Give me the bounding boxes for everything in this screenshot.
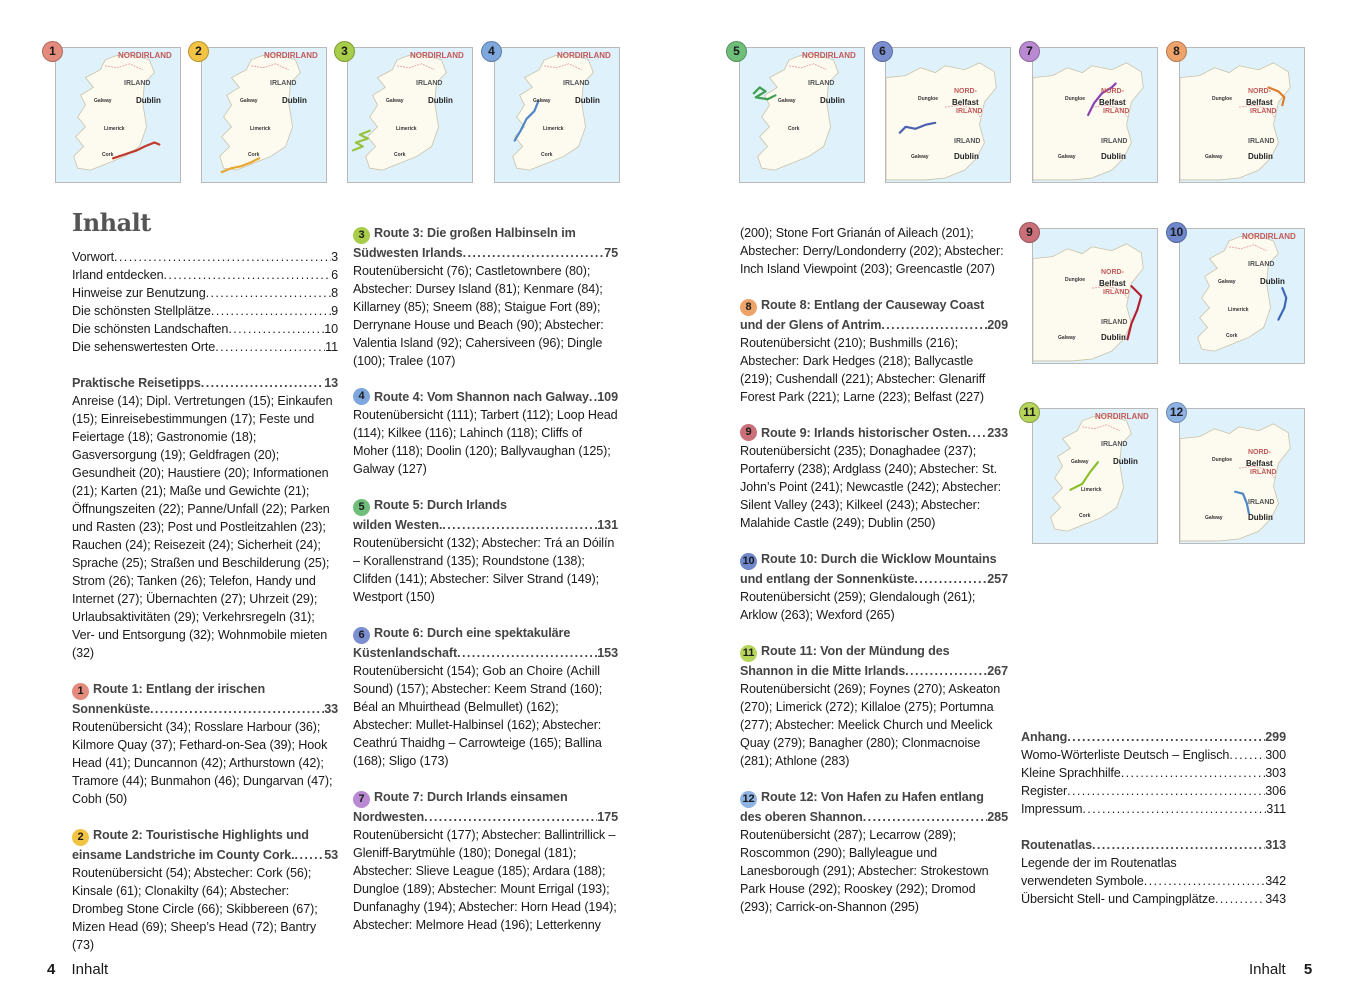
route-number-badge: 11 (740, 645, 757, 662)
map-label: Belfast (1099, 279, 1126, 288)
map-label: Dublin (1101, 333, 1126, 342)
map-label: IRLAND (563, 80, 590, 87)
map-label: Galway (533, 98, 551, 104)
map-label: Belfast (952, 98, 979, 107)
map-label: Belfast (1099, 98, 1126, 107)
map-label: Galway (386, 98, 404, 104)
toc-entry[interactable]: Vorwort ..... 3 (72, 248, 338, 266)
route-stops-text: Routenübersicht (54); Abstecher: Cork (56); Kinsale (61); Clonakilty (64); Abstecher: Drombeg Stone Circle (66); Skibbereen (67); Mizen Head (69); Sheep’s Head (72); Bantry (73) (72, 866, 318, 952)
route-stops-text: Routenübersicht (111); Tarbert (112); Loop Head (114); Kilkee (116); Lahinch (118); Cliffs of Moher (118); Doolin (120); Ballyvaughan (125); Galway (127) (353, 408, 618, 476)
route-heading-line2[interactable]: wilden Westen. ..... 131 (353, 516, 618, 534)
map-label: NORD- (1248, 88, 1271, 95)
map-number-badge-11: 11 (1019, 402, 1040, 423)
map-label: NORDIRLAND (1242, 232, 1296, 241)
map-label: IRLAND (416, 80, 443, 87)
map-label: IRLAND (270, 80, 297, 87)
route-heading-line2[interactable]: und entlang der Sonnenküste ..... 257 (740, 570, 1008, 588)
toc-tipps-text: Anreise (14); Dipl. Vertretungen (15); Einkaufen (15); Einreisebestimmungen (17); Feste und Feiertage (18); Gastronomie (18); Gasversorgung (19); Geldfragen (20); Gesundheit (20); Haustiere (20); Informationen (21); Karten (21); Maße und Gewichte (21); Öffnungszeiten (22); Panne/Unfall (22); Parken und Rasten (23); Post und Postleitzahlen (23); Rauchen (24); Reisezeit (24); Sicherheit (24); Sprache (25); Straßen und Beschilderung (25); Strom (26); Tanken (26); Telefon, Handy und Internet (27); Übernachten (27); Uhrzeit (29); Urlaubsaktivitäten (29); Verkehrsregeln (31); Ver- und Entsorgung (32); Wohnmobile mieten (32) (72, 394, 333, 660)
route-map-10 (1179, 228, 1305, 364)
ireland-map-shape (1033, 48, 1157, 182)
map-label: Dungloe (918, 96, 938, 102)
ireland-map-shape (1180, 409, 1304, 543)
map-label: IRLAND (1248, 138, 1275, 145)
toc-anhang-entry[interactable]: Kleine Sprachhilfe ..... 303 (1021, 764, 1286, 782)
route-map-7 (1032, 47, 1158, 183)
map-number-badge-8: 8 (1166, 41, 1187, 62)
map-label: Cork (102, 152, 114, 158)
map-label: IRLAND (1250, 469, 1277, 476)
map-number-badge-7: 7 (1019, 41, 1040, 62)
route-heading-line1[interactable]: 8 Route 8: Entlang der Causeway Coast (740, 296, 1008, 316)
map-label: Dublin (282, 96, 307, 105)
map-label: Limerick (1228, 307, 1249, 313)
toc-entry[interactable]: Irland entdecken ..... 6 (72, 266, 338, 284)
page-number-left: 4 (47, 961, 56, 978)
map-label: Cork (788, 126, 800, 132)
route-heading[interactable]: 4 Route 4: Vom Shannon nach Galway ..... 109 (353, 388, 618, 406)
route-number-badge: 6 (353, 627, 370, 644)
map-number-badge-3: 3 (334, 41, 355, 62)
route-heading-line2[interactable]: und der Glens of Antrim ..... 209 (740, 316, 1008, 334)
toc-route-11 (740, 642, 1008, 770)
map-label: Dublin (1113, 457, 1138, 466)
route-stops-text: Routenübersicht (154); Gob an Choire (Achill Sound) (157); Abstecher: Keem Strand (160); Béal an Mhuirthead (Belmullet) (162); Abstecher: Mullet-Halbinsel (162); Abstecher: Ceathrú Thaidhg – Carrowteige (165); Ballina (168); Sligo (173) (353, 664, 603, 768)
map-label: IRLAND (1250, 108, 1277, 115)
map-label: NORD- (954, 88, 977, 95)
route-number-badge: 5 (353, 499, 370, 516)
map-label: Dublin (1101, 152, 1126, 161)
route-stops-text: Routenübersicht (287); Lecarrow (289); Roscommon (290); Ballyleague und Lanesborough (291); Abstecher: Strokestown Park House (292); Rooskey (292); Dromod (293); Carrick-on-Shannon (295) (740, 828, 989, 914)
map-label: Galway (1058, 154, 1076, 160)
map-label: Dublin (428, 96, 453, 105)
map-label: Galway (94, 98, 112, 104)
map-number-badge-10: 10 (1166, 222, 1187, 243)
ireland-map-shape (1180, 229, 1304, 363)
map-label: Galway (240, 98, 258, 104)
map-label: Galway (778, 98, 796, 104)
toc-column-3 (740, 224, 1008, 934)
map-label: Dublin (954, 152, 979, 161)
route-number-badge: 9 (740, 424, 757, 441)
map-label: Limerick (250, 126, 271, 132)
toc-entry[interactable]: Die schönsten Stellplätze ..... 9 (72, 302, 338, 320)
route-heading-line1[interactable]: 6 Route 6: Durch eine spektakuläre (353, 624, 618, 644)
toc-route-4 (353, 388, 618, 478)
route-map-11 (1032, 408, 1158, 544)
map-number-badge-1: 1 (42, 41, 63, 62)
route-map-2 (201, 47, 327, 183)
route-heading-line1[interactable]: 2 Route 2: Touristische Highlights und (72, 826, 338, 846)
map-label: NORDIRLAND (118, 51, 172, 60)
route-heading-line1[interactable]: 10 Route 10: Durch die Wicklow Mountains (740, 550, 1008, 570)
map-label: IRLAND (1103, 289, 1130, 296)
route-map-1 (55, 47, 181, 183)
map-label: IRLAND (124, 80, 151, 87)
map-label: IRLAND (1101, 441, 1128, 448)
toc-column-4 (1021, 728, 1286, 908)
ireland-map-shape (348, 48, 472, 182)
route-stops-text: Routenübersicht (269); Foynes (270); Askeaton (270); Limerick (272); Killaloe (275); Portumna (277); Abstecher: Meelick Church und Meelick Quay (279); Banagher (280); Clonmacnoise (281); Athlone (283) (740, 682, 1001, 768)
map-label: Dublin (136, 96, 161, 105)
map-label: IRLAND (808, 80, 835, 87)
route-map-8 (1179, 47, 1305, 183)
map-label: IRLAND (1101, 138, 1128, 145)
toc-route-3 (353, 224, 618, 370)
map-label: IRLAND (1101, 319, 1128, 326)
route-stops-text: Routenübersicht (210); Bushmills (216); Abstecher: Dark Hedges (218); Ballycastle (219); Cushendall (221); Abstecher: Glenariff Forest Park (221); Larne (223); Belfast (227) (740, 336, 986, 404)
map-label: Galway (1058, 335, 1076, 341)
map-label: NORDIRLAND (264, 51, 318, 60)
map-label: IRLAND (1248, 499, 1275, 506)
footer-label-right: Inhalt (1249, 961, 1286, 978)
map-label: IRLAND (1103, 108, 1130, 115)
route-heading-line2[interactable]: des oberen Shannon ..... 285 (740, 808, 1008, 826)
toc-tipps-heading[interactable]: Praktische Reisetipps ..... 13 (72, 374, 338, 392)
toc-entry[interactable]: Die schönsten Landschaften ..... 10 (72, 320, 338, 338)
map-number-badge-6: 6 (872, 41, 893, 62)
route-stops-text: Routenübersicht (235); Donaghadee (237); Portaferry (238); Ardglass (240); Abstecher: St. John’s Point (241); Newcastle (242); Abstecher: Silent Valley (243); Kilkeel (243); Abstecher: Malahide Castle (249); Dublin (250) (740, 444, 1002, 530)
map-label: Cork (394, 152, 406, 158)
route-number-badge: 3 (353, 227, 370, 244)
map-number-badge-2: 2 (188, 41, 209, 62)
ireland-map-shape (1033, 409, 1157, 543)
map-label: Galway (1205, 154, 1223, 160)
map-label: Limerick (543, 126, 564, 132)
map-label: NORDIRLAND (557, 51, 611, 60)
route-heading-line2[interactable]: Nordwesten ..... 175 (353, 808, 618, 826)
ireland-map-shape (56, 48, 180, 182)
map-label: Limerick (104, 126, 125, 132)
route-stops-text: Routenübersicht (132); Abstecher: Trá an Dóilín – Korallenstrand (135); Roundstone (138); Clifden (141); Abstecher: Silver Strand (149); Westport (150) (353, 536, 615, 604)
map-label: NORDIRLAND (1095, 412, 1149, 421)
map-label: Belfast (1246, 98, 1273, 107)
route-heading-line1[interactable]: 5 Route 5: Durch Irlands (353, 496, 618, 516)
ireland-map-shape (886, 48, 1010, 182)
map-label: NORD- (1101, 269, 1124, 276)
map-label: Galway (1218, 279, 1236, 285)
map-number-badge-4: 4 (481, 41, 502, 62)
map-label: Cork (248, 152, 260, 158)
route-heading-line2[interactable]: Südwesten Irlands ..... 75 (353, 244, 618, 262)
toc-route-8 (740, 296, 1008, 406)
ireland-map-shape (202, 48, 326, 182)
map-label: Dublin (575, 96, 600, 105)
footer-right (1249, 961, 1312, 978)
map-label: Dungloe (1212, 96, 1232, 102)
map-label: Dublin (1248, 513, 1273, 522)
toc-route-7 (353, 788, 618, 934)
route-heading-line1[interactable]: 1 Route 1: Entlang der irischen (72, 680, 338, 700)
route-stops-text: Routenübersicht (76); Castletownbere (80); Abstecher: Dursey Island (81); Kenmare (84); Killarney (85); Sneem (88); Staigue Fort (89); Derrynane House und Beach (90); Abstecher: Valentia Island (92); Cahersiveen (96); Dingle (100); Tralee (107) (353, 264, 604, 368)
route-stops-text: Routenübersicht (259); Glendalough (261); Arklow (263); Wexford (265) (740, 590, 976, 622)
toc-route-6 (353, 624, 618, 770)
route-map-4 (494, 47, 620, 183)
map-label: Belfast (1246, 459, 1273, 468)
map-label: NORD- (1101, 88, 1124, 95)
map-label: Galway (1071, 459, 1089, 465)
toc-route-9 (740, 424, 1008, 532)
toc-front-list (72, 248, 338, 356)
route-stops-text: Routenübersicht (34); Rosslare Harbour (36); Kilmore Quay (37); Fethard-on-Sea (39); Hook Head (41); Duncannon (42); Arthurstown (42); Tramore (44); Bunmahon (46); Dungarvan (47); Cobh (50) (72, 720, 333, 806)
route-heading-line2[interactable]: Küstenlandschaft ..... 153 (353, 644, 618, 662)
footer-left (47, 961, 108, 978)
toc-route-2 (72, 826, 338, 954)
map-label: NORD- (1248, 449, 1271, 456)
map-label: Limerick (1081, 487, 1102, 493)
toc-tipps (72, 374, 338, 662)
map-label: Limerick (396, 126, 417, 132)
map-number-badge-9: 9 (1019, 222, 1040, 243)
route-number-badge: 7 (353, 791, 370, 808)
map-label: Dublin (1260, 277, 1285, 286)
route-heading-line1[interactable]: 11 Route 11: Von der Mündung des (740, 642, 1008, 662)
route-number-badge: 4 (353, 388, 370, 405)
route-map-12 (1179, 408, 1305, 544)
route-map-3 (347, 47, 473, 183)
map-label: Dublin (820, 96, 845, 105)
route-stops-text: Routenübersicht (177); Abstecher: Ballintrillick – Gleniff-Barytmühle (180); Donegal (181); Abstecher: Slieve League (185); Ardara (188); Dungloe (189); Abstecher: Mount Errigal (193); Dunfanaghy (194); Abstecher: Horn Head (194); Abstecher: Melmore Head (196); Letterkenny (353, 828, 617, 932)
route-number-badge: 1 (72, 683, 89, 700)
page-number-right: 5 (1303, 961, 1313, 978)
map-number-badge-5: 5 (726, 41, 747, 62)
toc-entry[interactable]: Hinweise zur Benutzung ..... 8 (72, 284, 338, 302)
toc-route-12 (740, 788, 1008, 916)
map-label: Cork (1079, 513, 1091, 519)
toc-route-5 (353, 496, 618, 606)
ireland-map-shape (495, 48, 619, 182)
map-label: Dungloe (1212, 457, 1232, 463)
toc-anhang-entry[interactable]: Register ..... 306 (1021, 782, 1286, 800)
map-label: Galway (1205, 515, 1223, 521)
route-heading-line1[interactable]: 7 Route 7: Durch Irlands einsamen (353, 788, 618, 808)
map-label: IRLAND (1248, 261, 1275, 268)
route-heading-line2[interactable]: Shannon in die Mitte Irlands ..... 267 (740, 662, 1008, 680)
route-number-badge: 8 (740, 299, 757, 316)
route-number-badge: 10 (740, 553, 757, 570)
ireland-map-shape (1180, 48, 1304, 182)
map-label: Dungloe (1065, 96, 1085, 102)
map-label: IRLAND (954, 138, 981, 145)
toc-route-10 (740, 550, 1008, 624)
toc-column-2 (353, 224, 618, 952)
toc-anhang-entry[interactable]: Womo-Wörterliste Deutsch – Englisch ..... 300 (1021, 746, 1286, 764)
map-number-badge-12: 12 (1166, 402, 1187, 423)
route-heading[interactable]: 9 Route 9: Irlands historischer Osten ..... 233 (740, 424, 1008, 442)
route-number-badge: 12 (740, 791, 757, 808)
map-label: Dublin (1248, 152, 1273, 161)
ireland-map-shape (1033, 229, 1157, 363)
toc-atlas-entry[interactable]: Übersicht Stell- und Campingplätze ..... 343 (1021, 890, 1286, 908)
toc-anhang-entry[interactable]: Impressum ..... 311 (1021, 800, 1286, 818)
route-heading-line1[interactable]: 12 Route 12: Von Hafen zu Hafen entlang (740, 788, 1008, 808)
route-heading-line1[interactable]: 3 Route 3: Die großen Halbinseln im (353, 224, 618, 244)
route-number-badge: 2 (72, 829, 89, 846)
route-map-5 (739, 47, 865, 183)
toc-entry[interactable]: Die sehenswertesten Orte ..... 11 (72, 338, 338, 356)
map-label: IRLAND (956, 108, 983, 115)
route-map-6 (885, 47, 1011, 183)
route-heading-line2[interactable]: einsame Landstriche im County Cork. ..... 53 (72, 846, 338, 864)
route-7-continued: (200); Stone Fort Grianán of Aileach (201); Abstecher: Derry/Londonderry (202); Abstecher: Inch Island Viewpoint (203); Greencastle (207) (740, 226, 1004, 276)
map-label: Dungloe (1065, 277, 1085, 283)
ireland-map-shape (740, 48, 864, 182)
route-map-9 (1032, 228, 1158, 364)
route-heading-line2[interactable]: Sonnenküste ..... 33 (72, 700, 338, 718)
map-label: Cork (1226, 333, 1238, 339)
toc-routenatlas-line: Legende der im Routenatlas (1021, 856, 1177, 870)
page-title: Inhalt (72, 208, 151, 237)
map-label: NORDIRLAND (802, 51, 856, 60)
toc-anhang-heading[interactable]: Anhang ..... 299 (1021, 728, 1286, 746)
toc-atlas-entry[interactable]: verwendeten Symbole ..... 342 (1021, 872, 1286, 890)
map-label: NORDIRLAND (410, 51, 464, 60)
map-label: Galway (911, 154, 929, 160)
footer-label-left: Inhalt (71, 961, 109, 978)
map-label: Cork (541, 152, 553, 158)
toc-routenatlas-heading[interactable]: Routenatlas ..... 313 (1021, 836, 1286, 854)
toc-column-1 (72, 208, 338, 972)
toc-route-1 (72, 680, 338, 808)
